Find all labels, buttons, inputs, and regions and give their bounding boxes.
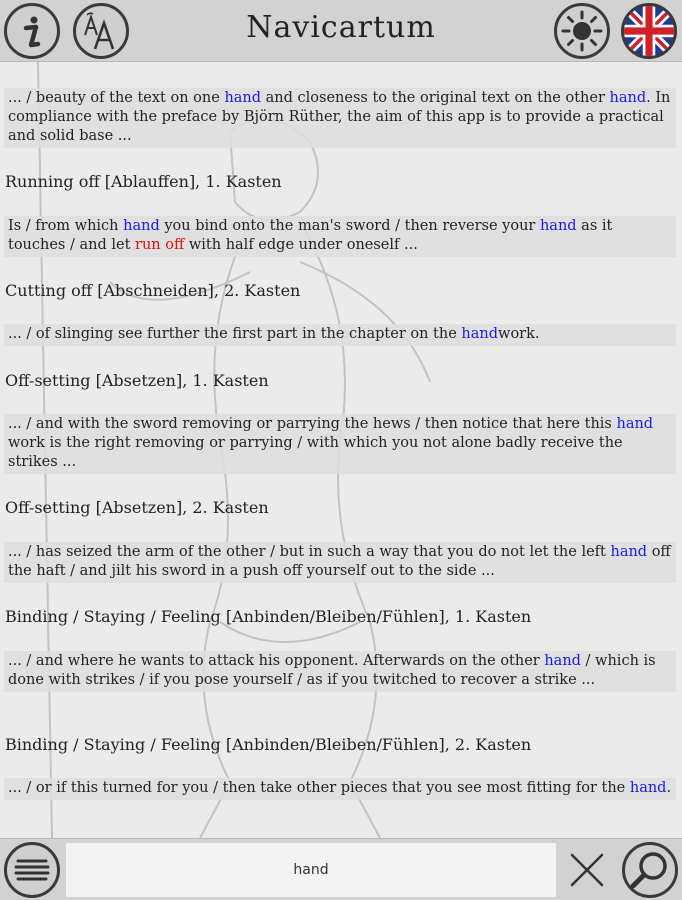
search-highlight: hand: [461, 326, 499, 342]
search-icon: [628, 848, 672, 892]
snippet-text: .: [666, 780, 672, 796]
snippet-text: / which is done with strikes / if you pose yourself / as if you twitched to recover a strike ...: [8, 653, 656, 688]
search-highlight: run off: [135, 237, 185, 253]
snippet-text: ... / or if this turned for you / then take other pieces that you see most fitting for the: [8, 780, 630, 796]
search-highlight: hand: [123, 218, 160, 234]
snippet-text: ... / beauty of the text on one: [8, 90, 225, 106]
language-button[interactable]: [621, 3, 677, 59]
search-button[interactable]: [622, 842, 678, 898]
search-input[interactable]: [66, 843, 556, 897]
snippet-text: you bind onto the man's sword / then reverse your: [159, 218, 540, 234]
result-snippet[interactable]: [4, 651, 676, 692]
result-snippet[interactable]: [4, 414, 676, 474]
snippet-text: ... / and where he wants to attack his opponent. Afterwards on the other: [8, 653, 545, 669]
result-snippet[interactable]: [4, 324, 676, 346]
snippet-text: and closeness to the original text on the other: [261, 90, 610, 106]
result-heading[interactable]: Cutting off [Abschneiden], 2. Kasten: [5, 281, 301, 300]
search-highlight: hand: [629, 780, 667, 796]
snippet-text: ... / has seized the arm of the other / but in such a way that you do not let the left: [8, 544, 611, 560]
result-snippet[interactable]: [4, 778, 676, 800]
search-highlight: hand: [616, 416, 654, 432]
clear-search-button[interactable]: [562, 847, 612, 893]
clear-icon: [567, 850, 607, 890]
snippet-text: work is the right removing or parrying / with which you not alone badly receive the strikes ...: [8, 435, 623, 470]
sun-icon: [560, 9, 604, 53]
snippet-text: ... / of slinging see further the first part in the chapter on the: [8, 326, 462, 342]
search-highlight: hand: [224, 90, 262, 106]
search-highlight: hand: [544, 653, 581, 669]
menu-button[interactable]: [4, 842, 60, 898]
snippet-text: ... / and with the sword removing or parrying the hews / then notice that here this: [8, 416, 617, 432]
app-title: Navicartum: [246, 10, 436, 45]
result-heading[interactable]: Binding / Staying / Feeling [Anbinden/Bleiben/Fühlen], 2. Kasten: [5, 735, 532, 754]
snippet-text: Is / from which: [8, 218, 124, 234]
result-snippet[interactable]: [4, 216, 676, 257]
results-area[interactable]: [0, 62, 682, 838]
menu-icon: [12, 850, 52, 890]
snippet-text: as it touches / and let: [8, 218, 613, 253]
result-heading[interactable]: Binding / Staying / Feeling [Anbinden/Bleiben/Fühlen], 1. Kasten: [5, 607, 532, 626]
result-heading[interactable]: Off-setting [Absetzen], 1. Kasten: [5, 371, 269, 390]
search-highlight: hand: [610, 544, 648, 560]
result-snippet[interactable]: [4, 88, 676, 148]
app-header: [0, 0, 682, 62]
search-highlight: hand: [609, 90, 647, 106]
snippet-text: work.: [498, 326, 540, 342]
result-heading[interactable]: Off-setting [Absetzen], 2. Kasten: [5, 498, 269, 517]
snippet-text: . In compliance with the preface by Björn Rüther, the aim of this app is to provide a practical and solid base ...: [8, 90, 671, 144]
result-snippet[interactable]: [4, 542, 676, 583]
search-bar: [0, 838, 682, 900]
brightness-button[interactable]: [554, 3, 610, 59]
search-highlight: hand: [539, 218, 577, 234]
snippet-text: off the haft / and jilt his sword in a push off yourself out to the side ...: [8, 544, 671, 579]
snippet-text: with half edge under oneself ...: [184, 237, 418, 253]
result-heading[interactable]: Running off [Ablauffen], 1. Kasten: [5, 172, 282, 191]
uk-flag-icon: [624, 3, 674, 59]
